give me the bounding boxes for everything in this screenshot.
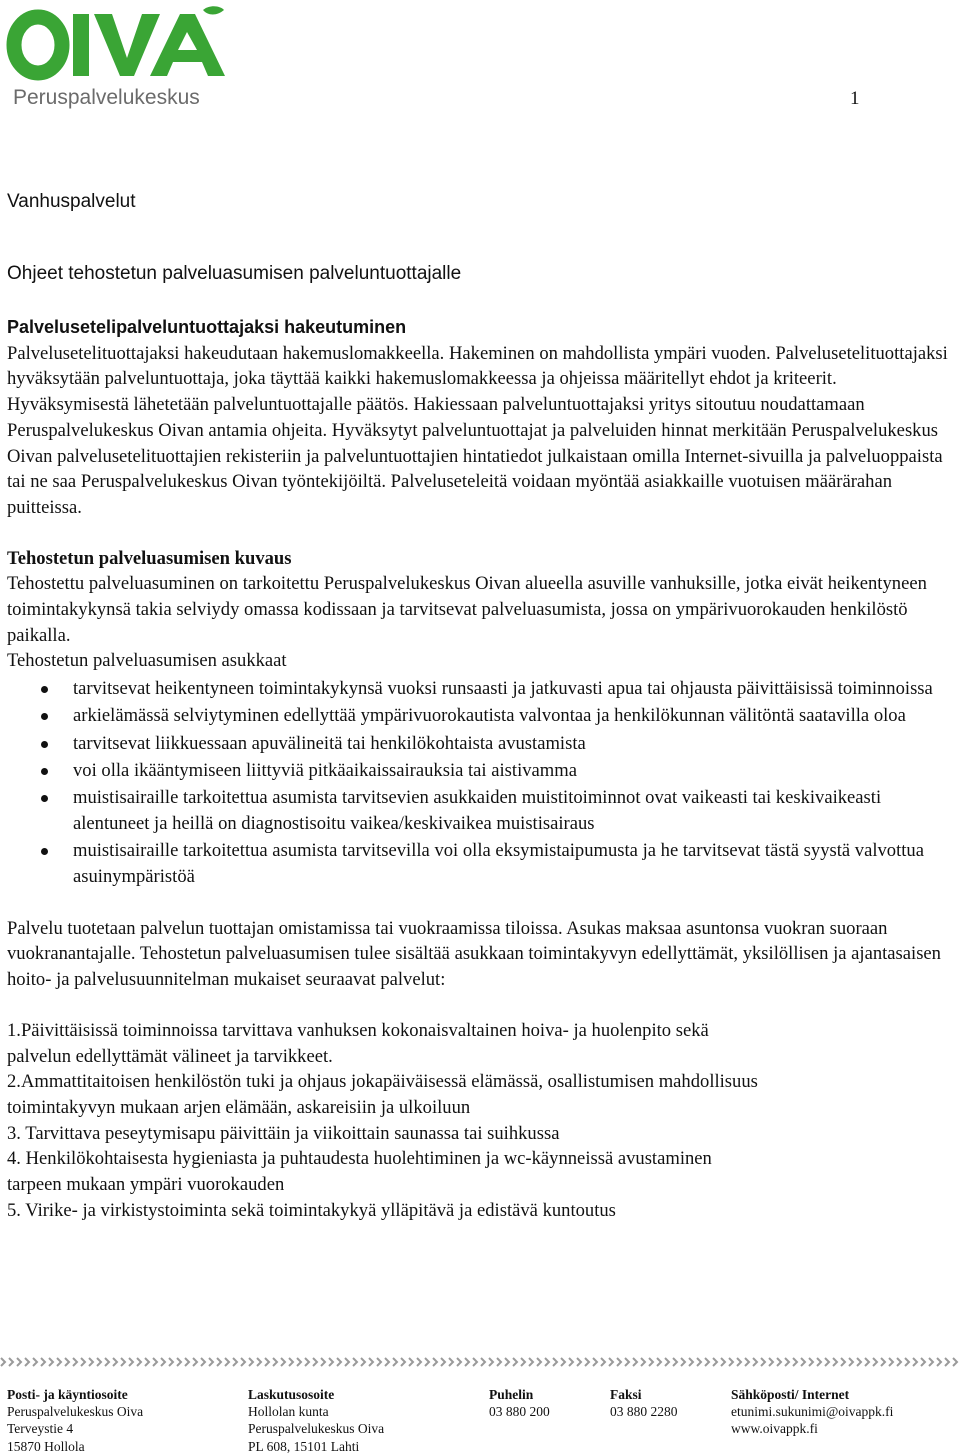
logo-subtitle: Peruspalvelukeskus	[13, 86, 200, 109]
list-item: tarvitsevat heikentyneen toimintakykynsä vuoksi runsaasti ja jatkuvasti apua tai ohjausta päivittäisissä toiminnoissa	[7, 676, 957, 702]
footer-heading: Puhelin	[489, 1387, 534, 1402]
list-item: tarvitsevat liikkuessaan apuvälineitä tai henkilökohtaista avustamista	[7, 731, 957, 757]
footer-line: Terveystie 4	[7, 1421, 74, 1437]
heading-application: Palvelusetelipalveluntuottajaksi hakeutuminen	[7, 317, 407, 337]
paragraph-application: Palvelusetelituottajaksi hakeudutaan hakemuslomakkeella. Hakeminen on mahdollista ympäri vuoden. Palvelusetelituottajaksi hyväksytään palveluntuottaja, joka täyttää kaikki hakemuslomakkeessa ja ohjeissa määritellyt ehdot ja kriteerit. Hyväksymisestä lähetetään palveluntuottajalle päätös. Hakiessaan palveluntuottajaksi yritys sitoutuu noudattamaan Peruspalvelukeskus Oivan antamia ohjeita. Hyväksytyt palveluntuottajat ja palveluiden hinnat merkitään Peruspalvelukeskus Oivan palvelusetelituottajien rekisteriin ja palveluntuottajien hintatiedot julkaistaan omilla Internet-sivuilla ja palveluoppaista tai ne saa Peruspalvelukeskus Oivan työntekijöiltä. Palveluseteleitä voidaan myöntää asiakkaille vuotuisen määrärahan puitteissa.	[7, 342, 948, 518]
list-item: arkielämässä selviytyminen edellyttää ympärivuorokautista valvontaa ja henkilökunnan välitöntä saatavilla oloa	[7, 703, 957, 729]
footer-heading: Sähköposti/ Internet	[731, 1387, 850, 1402]
oiva-logo	[5, 6, 227, 110]
footer-email-link[interactable]: etunimi.sukunimi@oivappk.fi	[731, 1404, 894, 1420]
footer-website-link[interactable]: www.oivappk.fi	[731, 1421, 818, 1437]
footer-email-web	[731, 1386, 893, 1438]
service-item: 5. Virike- ja virkistystoiminta sekä toimintakykyä ylläpitävä ja edistävä kuntoutus	[7, 1199, 616, 1221]
service-item: 1.Päivittäisissä toiminnoissa tarvittava vanhuksen kokonaisvaltainen hoiva- ja huolenpito sekä palvelun edellyttämät välineet ja tarvikkeet.	[7, 1019, 709, 1067]
service-item: 2.Ammattitaitoisen henkilöstön tuki ja ohjaus jokapäiväisessä elämässä, osallistumisen mahdollisuus toimintakyvyn mukaan arjen elämään, askareisiin ja ulkoiluun	[7, 1071, 758, 1118]
footer-heading: Faksi	[610, 1387, 642, 1402]
paragraph-description: Tehostettu palveluasuminen on tarkoitettu Peruspalvelukeskus Oivan alueella asuville vanhuksille, jotka eivät heikentyneen toimintakykynsä takia selviydy omassa kodissaan ja tarvitsevat palveluasumista, jossa on ympärivuorokauden henkilöstö paikalla.	[7, 573, 927, 646]
section-title: Vanhuspalvelut	[7, 191, 136, 212]
footer-billing-address	[248, 1386, 384, 1455]
document-body	[7, 315, 957, 1224]
services-list	[7, 1018, 767, 1224]
paragraph-services: Palvelu tuotetaan palvelun tuottajan omistamissa tai vuokraamissa tiloissa. Asukas maksaa asuntonsa vuokran suoraan vuokranantajalle. Tehostetun palveluasumisen tulee sisältää asukkaan toimintakyvyn edellyttämät, yksilöllisen ja ajantasaisen hoito- ja palvelusuunnitelman mukaiset seuraavat palvelut:	[7, 917, 941, 991]
footer-line: Hollolan kunta	[248, 1404, 329, 1420]
page-number: 1	[850, 88, 860, 109]
footer-phone	[489, 1386, 550, 1420]
service-item: 3. Tarvittava peseytymisapu päivittäin ja viikoittain saunassa tai suihkussa	[7, 1122, 560, 1144]
list-item: muistisairaille tarkoitettua asumista tarvitsevilla voi olla eksymistaipumusta ja he tarvitsevat tästä syystä valvottua asuinympäristöä	[7, 838, 957, 889]
heading-description: Tehostetun palveluasumisen kuvaus	[7, 547, 292, 569]
footer-line: PL 608, 15101 Lahti	[248, 1438, 360, 1454]
oiva-wordmark	[14, 6, 225, 76]
service-item: 4. Henkilökohtaisesta hygieniasta ja puhtaudesta huolehtiminen ja wc-käynneissä avustaminen tarpeen mukaan ympäri vuorokauden	[7, 1148, 712, 1196]
list-item: muistisairaille tarkoitettua asumista tarvitsevien asukkaiden muistitoiminnot ovat vaikeasti tai keskivaikeasti alentuneet ja heillä on diagnostisoitu vaikea/keskivaikea muistisairaus	[7, 785, 957, 836]
footer-post-address	[7, 1386, 143, 1455]
list-item: voi olla ikääntymiseen liittyviä pitkäaikaissairauksia tai aistivamma	[7, 758, 957, 784]
residents-list	[7, 676, 957, 889]
footer-line: Peruspalvelukeskus Oiva	[248, 1421, 385, 1437]
footer-line: 03 880 2280	[610, 1404, 678, 1420]
footer-heading: Laskutusosoite	[248, 1387, 335, 1402]
footer-divider	[0, 1356, 960, 1368]
residents-intro: Tehostetun palveluasumisen asukkaat	[7, 650, 287, 672]
footer-line: Peruspalvelukeskus Oiva	[7, 1404, 144, 1420]
document-subtitle: Ohjeet tehostetun palveluasumisen palveluntuottajalle	[7, 263, 462, 284]
footer-fax	[610, 1386, 678, 1420]
footer-heading: Posti- ja käyntiosoite	[7, 1387, 128, 1402]
footer-line: 03 880 200	[489, 1404, 550, 1420]
footer-line: 15870 Hollola	[7, 1438, 85, 1454]
